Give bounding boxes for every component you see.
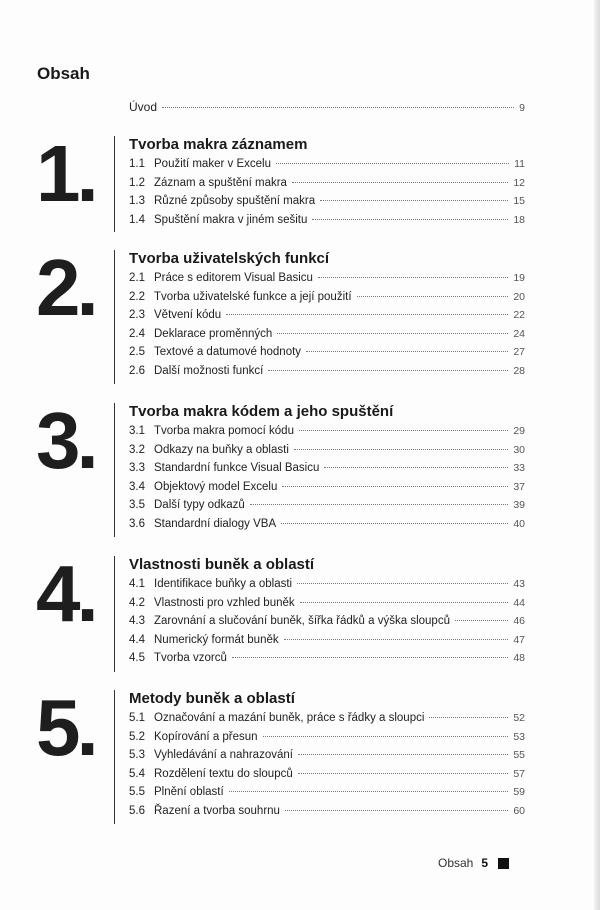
toc-entry[interactable] <box>129 481 525 500</box>
entry-page: 19 <box>513 272 525 284</box>
dot-leader <box>429 717 508 718</box>
dot-leader <box>318 277 508 278</box>
chapter-rule <box>114 250 115 384</box>
entry-number: 2.3 <box>129 309 145 321</box>
toc-entry[interactable] <box>129 786 525 805</box>
dot-leader <box>284 639 509 640</box>
entry-page: 39 <box>513 499 525 511</box>
chapter-number: 2. <box>36 243 95 332</box>
entry-title: Deklarace proměnných <box>154 327 273 340</box>
chapter-number: 3. <box>36 396 95 485</box>
footer-label: Obsah <box>438 856 474 870</box>
dot-leader <box>299 430 508 431</box>
entry-page: 57 <box>513 767 525 780</box>
chapter-number: 5. <box>36 683 95 772</box>
toc-entry[interactable] <box>129 346 525 365</box>
entry-title: Další možnosti funkcí <box>154 364 264 377</box>
entry-number: 2.1 <box>129 272 145 284</box>
entry-title: Plnění oblastí <box>154 786 224 798</box>
dot-leader <box>277 333 508 334</box>
dot-leader <box>455 620 508 621</box>
entry-title: Kopírování a přesun <box>154 730 258 743</box>
dot-leader <box>298 773 509 774</box>
chapter-rule <box>114 136 115 232</box>
chapter-title: Vlastnosti buněk a oblastí <box>129 556 315 573</box>
dot-leader <box>294 449 508 450</box>
toc-entry[interactable] <box>129 615 525 634</box>
entry-number: 1.2 <box>129 176 145 189</box>
toc-entry[interactable] <box>129 328 525 347</box>
entry-page: 24 <box>513 327 525 340</box>
entry-number: 3.2 <box>129 443 145 456</box>
toc-entry[interactable] <box>129 518 525 537</box>
entry-title: Odkazy na buňky a oblasti <box>154 443 289 456</box>
footer-square-icon <box>498 858 509 869</box>
entry-page: 53 <box>513 730 525 743</box>
entry-title: Záznam a spuštění makra <box>154 176 287 189</box>
entry-page: 48 <box>513 652 525 664</box>
entry-number: 2.5 <box>129 346 145 358</box>
entry-page: 27 <box>513 346 525 358</box>
page-title: Obsah <box>37 64 90 83</box>
entry-number: 2.6 <box>129 364 145 377</box>
entry-title: Další typy odkazů <box>154 499 245 511</box>
toc-entry[interactable] <box>129 158 525 177</box>
entry-page: 12 <box>513 176 525 189</box>
entry-number: 4.3 <box>129 615 145 627</box>
entry-page: 22 <box>513 309 525 321</box>
dot-leader <box>312 219 508 220</box>
toc-entry[interactable] <box>129 462 525 481</box>
toc-entry[interactable] <box>129 499 525 518</box>
chapter-rule <box>114 556 115 672</box>
toc-entry[interactable] <box>129 731 525 750</box>
toc-entry[interactable] <box>129 177 525 196</box>
intro-page: 9 <box>519 102 525 114</box>
entry-title: Rozdělení textu do sloupců <box>154 767 293 780</box>
toc-entry[interactable] <box>129 805 525 824</box>
entry-title: Spuštění makra v jiném sešitu <box>154 213 308 226</box>
entry-title: Vyhledávání a nahrazování <box>154 749 293 761</box>
dot-leader <box>292 182 508 183</box>
entry-title: Standardní dialogy VBA <box>154 517 277 530</box>
entry-number: 3.6 <box>129 517 145 530</box>
entry-number: 2.4 <box>129 327 145 340</box>
toc-entry[interactable] <box>129 652 525 671</box>
entry-number: 4.4 <box>129 633 145 646</box>
entry-page: 60 <box>513 804 525 817</box>
entry-page: 43 <box>513 578 525 590</box>
dot-leader <box>232 657 508 658</box>
entry-number: 3.4 <box>129 480 145 493</box>
entry-title: Práce s editorem Visual Basicu <box>154 272 313 284</box>
dot-leader <box>226 314 508 315</box>
entry-number: 4.1 <box>129 578 145 590</box>
entry-number: 5.5 <box>129 786 145 798</box>
entry-title: Různé způsoby spuštění makra <box>154 195 316 207</box>
entry-number: 2.2 <box>129 290 145 303</box>
chapter-title: Tvorba uživatelských funkcí <box>129 250 330 267</box>
entry-number: 4.2 <box>129 596 145 609</box>
dot-leader <box>250 504 509 505</box>
entry-title: Větvení kódu <box>154 309 222 321</box>
toc-entry[interactable] <box>129 712 525 731</box>
dot-leader <box>297 583 508 584</box>
entry-number: 1.3 <box>129 195 145 207</box>
entry-title: Použití maker v Excelu <box>154 158 271 170</box>
entry-page: 59 <box>513 786 525 798</box>
entry-page: 15 <box>513 195 525 207</box>
entry-page: 29 <box>513 425 525 437</box>
entry-page: 20 <box>513 290 525 303</box>
entry-title: Vlastnosti pro vzhled buněk <box>154 596 295 609</box>
entry-page: 37 <box>513 480 525 493</box>
entry-page: 40 <box>513 517 525 530</box>
dot-leader <box>268 370 508 371</box>
chapter-number: 4. <box>36 549 95 638</box>
dot-leader <box>298 754 508 755</box>
toc-entry[interactable] <box>129 749 525 768</box>
entry-number: 5.6 <box>129 804 145 817</box>
entry-page: 33 <box>513 462 525 474</box>
entry-number: 5.4 <box>129 767 145 780</box>
toc-entry[interactable] <box>129 214 525 233</box>
entry-title: Tvorba vzorců <box>154 652 227 664</box>
toc-entry[interactable] <box>129 425 525 444</box>
entry-title: Zarovnání a slučování buněk, šířka řádků a výška sloupců <box>154 615 450 627</box>
toc-entry[interactable] <box>129 597 525 616</box>
chapter-rule <box>114 403 115 537</box>
toc-entry[interactable] <box>129 578 525 597</box>
entry-number: 5.2 <box>129 730 145 743</box>
entry-title: Označování a mazání buněk, práce s řádky a sloupci <box>154 712 425 724</box>
dot-leader <box>263 736 509 737</box>
toc-entry[interactable] <box>129 634 525 653</box>
dot-leader <box>324 467 508 468</box>
toc-entry[interactable] <box>129 291 525 310</box>
dot-leader <box>276 163 509 164</box>
intro-title: Úvod <box>129 100 158 114</box>
entry-page: 28 <box>513 364 525 377</box>
entry-number: 5.1 <box>129 712 145 724</box>
entry-number: 1.4 <box>129 213 145 226</box>
page-edge <box>594 0 600 910</box>
entry-page: 47 <box>513 633 525 646</box>
entry-page: 30 <box>513 443 525 456</box>
entry-title: Numerický formát buněk <box>154 633 279 646</box>
dot-leader <box>357 296 509 297</box>
toc-entry[interactable] <box>129 309 525 328</box>
chapter-title: Metody buněk a oblastí <box>129 690 295 707</box>
entry-page: 18 <box>513 213 525 226</box>
entry-number: 1.1 <box>129 158 145 170</box>
dot-leader <box>162 107 514 108</box>
entry-number: 3.3 <box>129 462 145 474</box>
entry-title: Tvorba makra pomocí kódu <box>154 425 294 437</box>
chapter-title: Tvorba makra záznamem <box>129 136 308 153</box>
dot-leader <box>285 810 508 811</box>
chapter-number: 1. <box>36 129 95 218</box>
entry-title: Identifikace buňky a oblasti <box>154 578 293 590</box>
entry-title: Tvorba uživatelské funkce a její použití <box>154 290 352 303</box>
toc-entry[interactable] <box>129 768 525 787</box>
chapter-title: Tvorba makra kódem a jeho spuštění <box>129 403 394 420</box>
toc-entry[interactable] <box>129 272 525 291</box>
entry-number: 5.3 <box>129 749 145 761</box>
dot-leader <box>282 486 508 487</box>
entry-number: 4.5 <box>129 652 145 664</box>
entry-page: 44 <box>513 596 525 609</box>
toc-entry[interactable] <box>129 195 525 214</box>
entry-title: Řazení a tvorba souhrnu <box>154 804 280 817</box>
entry-page: 11 <box>514 158 525 170</box>
entry-title: Textové a datumové hodnoty <box>154 346 302 358</box>
entry-number: 3.5 <box>129 499 145 511</box>
chapter-rule <box>114 690 115 824</box>
toc-entry[interactable] <box>129 444 525 463</box>
dot-leader <box>229 791 509 792</box>
dot-leader <box>320 200 508 201</box>
footer-page-number: 5 <box>481 856 489 870</box>
toc-entry[interactable] <box>129 365 525 384</box>
entry-page: 52 <box>513 712 525 724</box>
page-footer <box>438 856 509 870</box>
entry-title: Objektový model Excelu <box>154 480 278 493</box>
dot-leader <box>306 351 508 352</box>
dot-leader <box>281 523 508 524</box>
entry-title: Standardní funkce Visual Basicu <box>154 462 320 474</box>
entry-number: 3.1 <box>129 425 145 437</box>
entry-page: 46 <box>513 615 525 627</box>
entry-page: 55 <box>513 749 525 761</box>
toc-intro-entry[interactable] <box>129 100 525 114</box>
dot-leader <box>300 602 509 603</box>
